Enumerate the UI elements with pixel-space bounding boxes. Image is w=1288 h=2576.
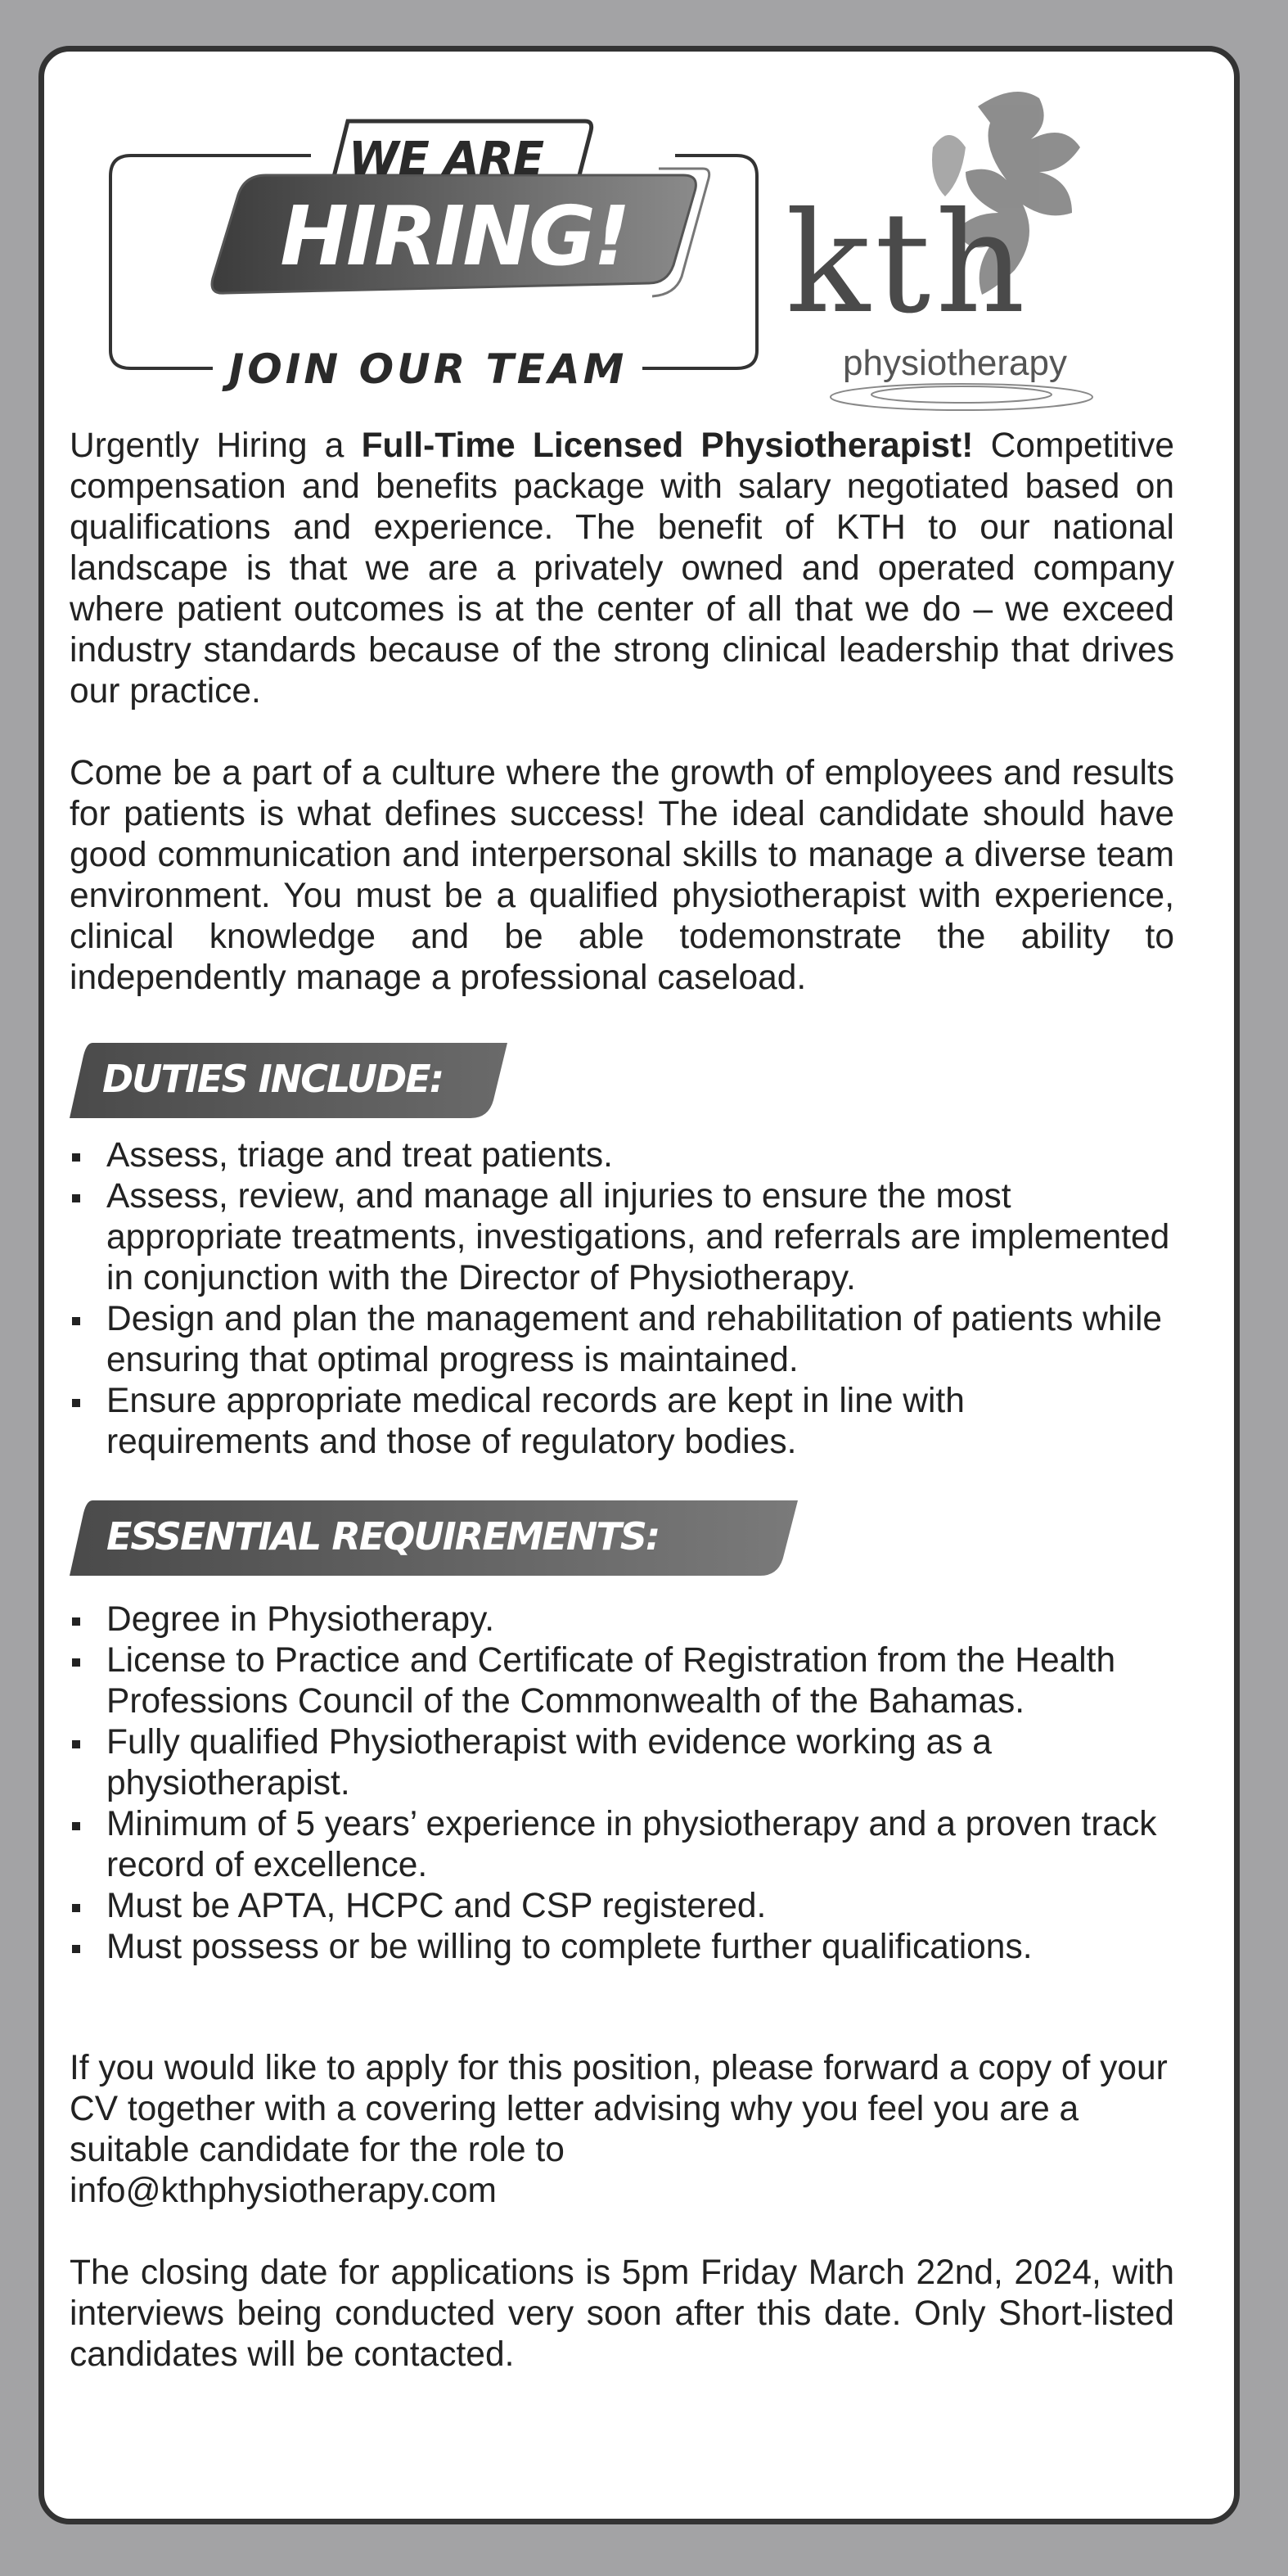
duty-item: Design and plan the management and rehabilitation of patients while ensuring that optimal progress is maintained. xyxy=(70,1299,1174,1381)
banner-main-text: HIRING! xyxy=(280,188,628,284)
intro-paragraph xyxy=(70,426,1174,712)
requirements-title: ESSENTIAL REQUIREMENTS: xyxy=(106,1514,660,1559)
requirements-list xyxy=(70,1599,1174,1968)
apply-email-link[interactable]: info@kthphysiotherapy.com xyxy=(70,2172,497,2210)
duty-item: Assess, triage and treat patients. xyxy=(70,1135,1174,1176)
hiring-banner xyxy=(70,64,773,391)
kth-logo xyxy=(769,74,1154,417)
logo-word: physiotherapy xyxy=(843,343,1067,383)
culture-paragraph: Come be a part of a culture where the growth of employees and results for patients is what defines success! The ideal candidate should have good communication and interpersonal skills to manage a diverse team environment. You must be a qualified physiotherapist with experience, clinical knowledge and be able todemonstrate the ability to independently manage a professional caseload. xyxy=(70,754,1174,997)
posting-content xyxy=(70,426,1174,2375)
duties-heading xyxy=(70,1043,1174,1121)
intro-rest: Competitive compensation and benefits package with salary negotiated based on qualifications and experience. The benefit of KTH to our national landscape is that we are a privately owned and operated company where patient outcomes is at the center of all that we do – we exceed industry standards because of the strong clinical leadership that drives our practice. xyxy=(70,426,1174,711)
closing-paragraph: The closing date for applications is 5pm Friday March 22nd, 2024, with interviews being conducted very soon after this date. Only Short-listed candidates will be contacted. xyxy=(70,2253,1174,2374)
banner-top-text: WE ARE xyxy=(348,133,544,186)
intro-prefix: Urgently Hiring a xyxy=(70,426,362,465)
requirement-item: Must possess or be willing to complete further qualifications. xyxy=(70,1927,1174,1968)
duties-title: DUTIES INCLUDE: xyxy=(102,1057,444,1101)
duty-item: Ensure appropriate medical records are kept in line with requirements and those of regulatory bodies. xyxy=(70,1381,1174,1463)
requirement-item: Degree in Physiotherapy. xyxy=(70,1599,1174,1640)
requirement-item: Fully qualified Physiotherapist with evidence working as a physiotherapist. xyxy=(70,1722,1174,1804)
duty-item: Assess, review, and manage all injuries to ensure the most appropriate treatments, investigations, and referrals are implemented in conjunction with the Director of Physiotherapy. xyxy=(70,1176,1174,1299)
requirement-item: License to Practice and Certificate of Registration from the Health Professions Council of the Commonwealth of the Bahamas. xyxy=(70,1640,1174,1722)
requirement-item: Must be APTA, HCPC and CSP registered. xyxy=(70,1886,1174,1927)
apply-text: If you would like to apply for this position, please forward a copy of your CV together with a covering letter advising why you feel you are a suitable candidate for the role to xyxy=(70,2049,1168,2169)
duties-list xyxy=(70,1135,1174,1463)
intro-highlight: Full-Time Licensed Physiotherapist! xyxy=(361,426,974,465)
swirl-icon xyxy=(831,384,1092,410)
apply-paragraph xyxy=(70,2048,1174,2212)
requirement-item: Minimum of 5 years’ experience in physiotherapy and a proven track record of excellence. xyxy=(70,1804,1174,1886)
requirements-heading xyxy=(70,1500,1174,1578)
banner-bottom-text: JOIN OUR TEAM xyxy=(228,345,628,391)
logo-letters: kth xyxy=(786,183,1030,345)
